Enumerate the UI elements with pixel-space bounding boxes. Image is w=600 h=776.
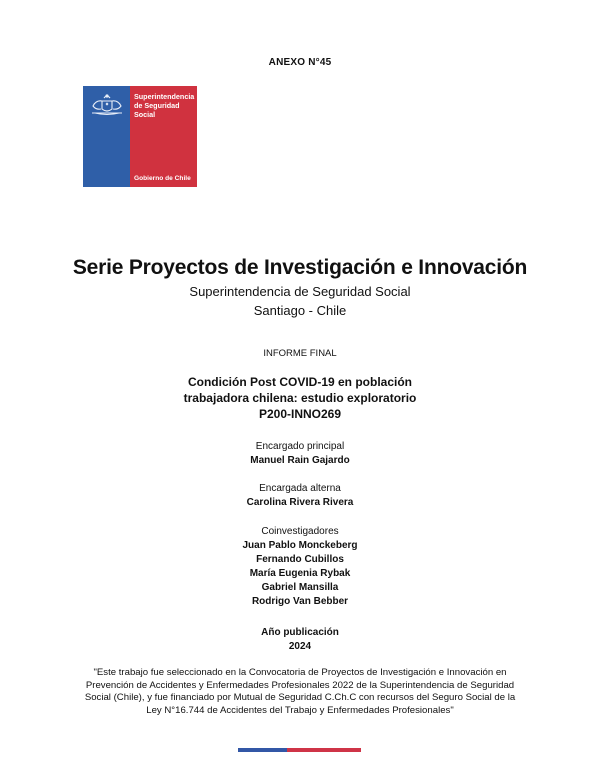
alternate-label: Encargada alterna (259, 483, 341, 494)
alternate-investigator-block (0, 482, 600, 510)
logo-blue-panel (83, 86, 130, 187)
coinvestigators-block (0, 525, 600, 609)
logo-red-panel (130, 86, 197, 187)
location-subtitle: Santiago - Chile (253, 303, 347, 318)
coinvestigator-name: Fernando Cubillos (256, 554, 344, 565)
coinvestigator-name: María Eugenia Rybak (249, 568, 351, 579)
funding-note: "Este trabajo fue seleccionado en la Convocatoria de Proyectos de Investigación e Innovación en Prevención de Accidentes y Enfermedades Profesionales 2022 de la Superintendencia de Seguridad Social (Chile), y fue financiado por Mutual de Seguridad C.Ch.C con recursos del Seguro Social de la Ley N°16.744 de Accidentes del Trabajo y Enfermedades Profesionales" (84, 667, 516, 716)
logo-institution-name: Superintendencia de Seguridad Social (134, 92, 195, 119)
suseso-logo (83, 86, 197, 187)
principal-name: Manuel Rain Gajardo (250, 455, 350, 466)
report-type: INFORME FINAL (263, 348, 337, 359)
alternate-name: Carolina Rivera Rivera (246, 497, 354, 508)
coinvestigator-name: Rodrigo Van Bebber (251, 596, 349, 607)
publication-year: 2024 (288, 641, 312, 652)
coinvestigator-name: Gabriel Mansilla (261, 582, 339, 593)
principal-label: Encargado principal (255, 441, 345, 452)
footer-color-bar (238, 748, 361, 752)
institution-subtitle: Superintendencia de Seguridad Social (189, 284, 411, 299)
principal-investigator-block (0, 440, 600, 468)
coinvestigator-name: Juan Pablo Monckeberg (242, 540, 358, 551)
footer-bar-blue (238, 748, 287, 752)
project-title: Condición Post COVID-19 en población trabajadora chilena: estudio exploratorio P200-INNO269 (183, 375, 417, 421)
publication-year-label: Año publicación (261, 627, 339, 638)
publication-block (0, 626, 600, 654)
series-title: Serie Proyectos de Investigación e Innovación (72, 256, 528, 279)
logo-government-label: Gobierno de Chile (134, 175, 191, 182)
chile-coat-of-arms-icon (89, 92, 125, 118)
annex-label: ANEXO N°45 (268, 57, 332, 68)
coinvestigators-label: Coinvestigadores (261, 526, 339, 537)
footer-bar-red (287, 748, 361, 752)
